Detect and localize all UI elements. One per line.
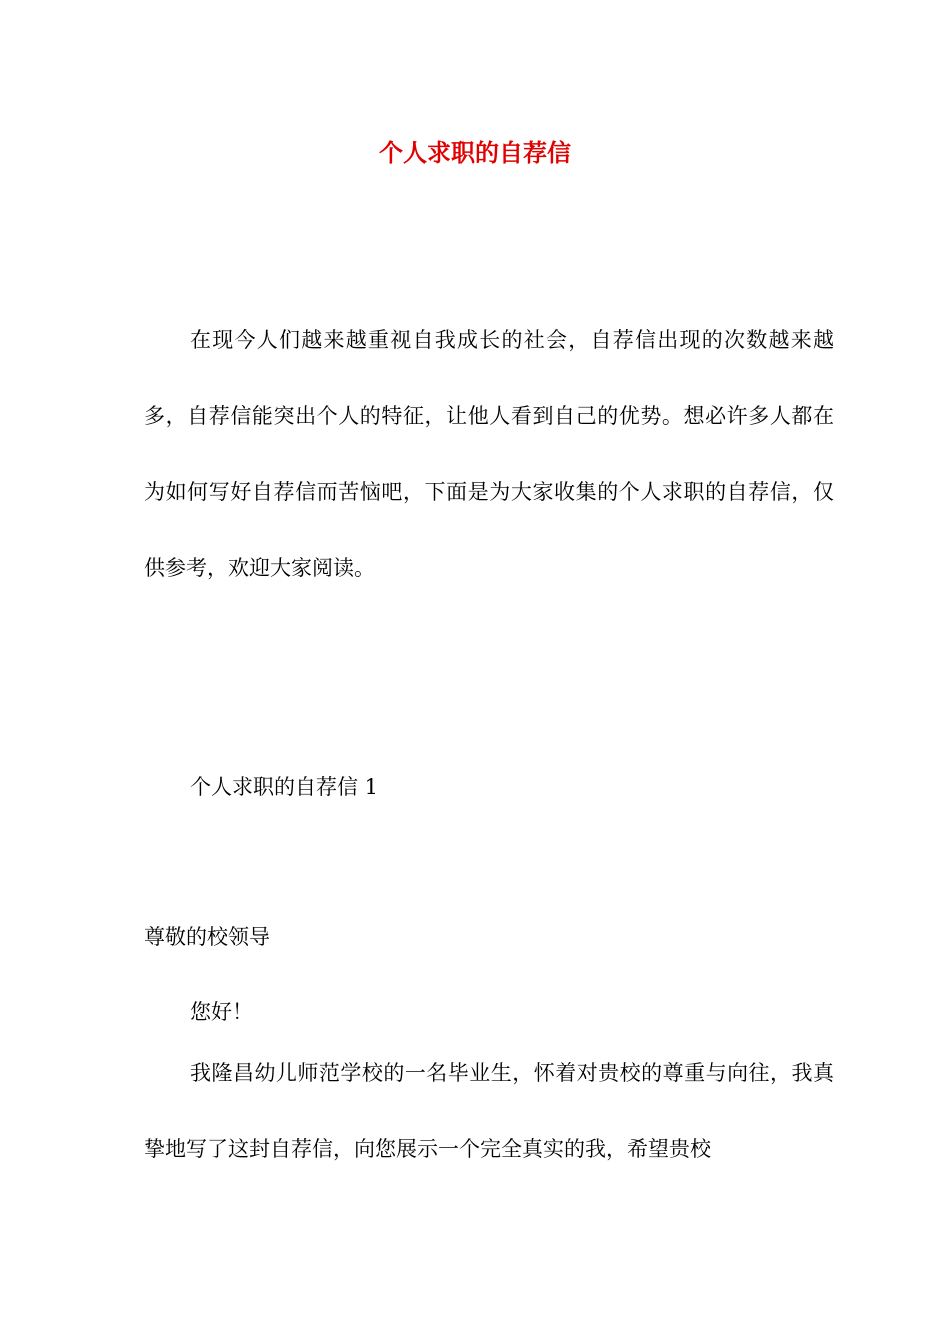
document-title: 个人求职的自荐信 <box>379 138 571 167</box>
body-paragraph: 我隆昌幼儿师范学校的一名毕业生，怀着对贵校的尊重与向往，我真挚地写了这封自荐信，向您展示一个完全真实的我，希望贵校 <box>144 1061 834 1161</box>
section-heading: 个人求职的自荐信 1 <box>190 775 379 799</box>
salutation: 尊敬的校领导 <box>144 925 270 949</box>
intro-paragraph: 在现今人们越来越重视自我成长的社会，自荐信出现的次数越来越多，自荐信能突出个人的特征，让他人看到自己的优势。想必许多人都在为如何写好自荐信而苦恼吧，下面是为大家收集的个人求职的自荐信，仅供参考，欢迎大家阅读。 <box>144 328 834 580</box>
greeting: 您好！ <box>190 1000 253 1024</box>
